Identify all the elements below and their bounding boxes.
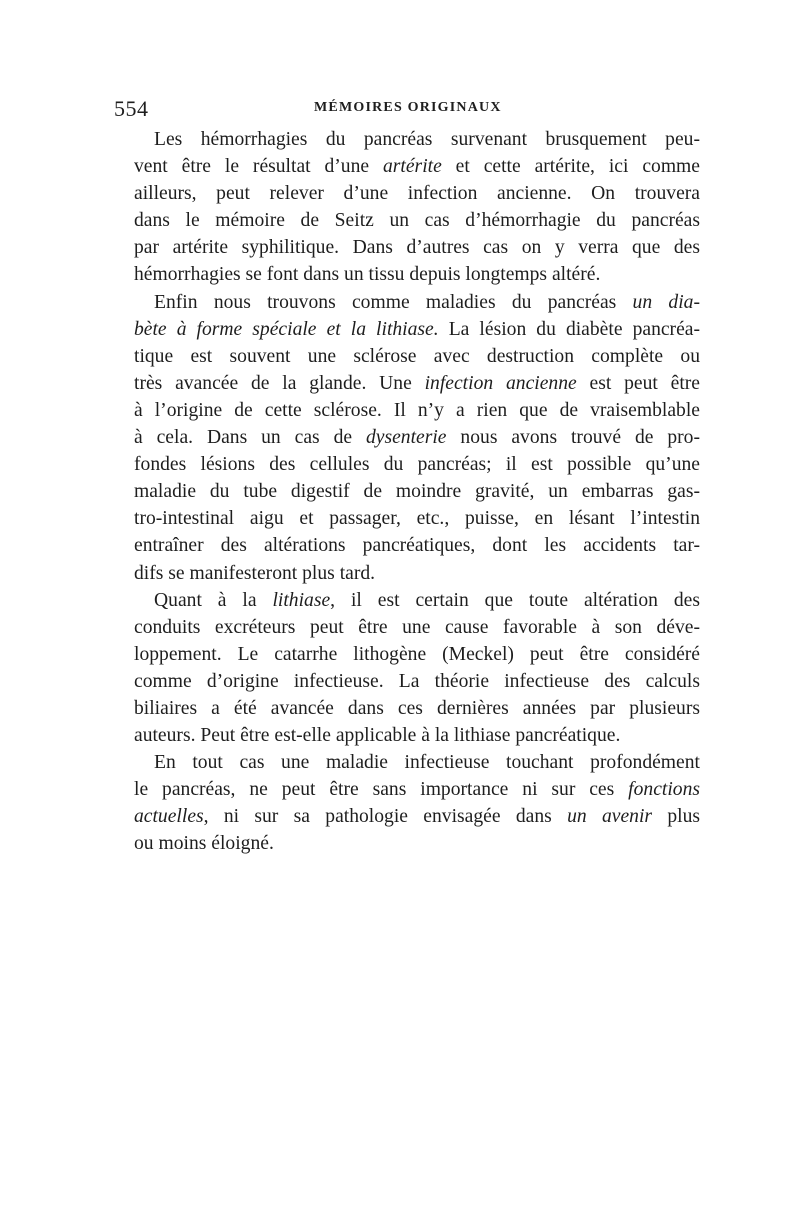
paragraph-diabete — [114, 289, 700, 587]
text-line: auteurs. Peut être est-elle applicable à la lithiase pancréatique. — [134, 725, 621, 747]
italic-term: artérite — [383, 156, 442, 178]
text-line: tique est souvent une sclérose avec destruction complète ou — [134, 345, 700, 367]
italic-term: bète à forme spéciale et la lithiase. — [134, 318, 439, 340]
text-line: loppement. Le catarrhe lithogène (Meckel) peut être considéré — [134, 643, 700, 665]
running-head — [114, 96, 700, 126]
text-line: par artérite syphilitique. Dans d’autres cas on y verra que des — [134, 237, 700, 259]
text-line: très avancée de la glande. Une infection ancienne est peut être — [134, 372, 700, 394]
italic-term: un dia- — [632, 291, 700, 313]
book-page — [114, 96, 700, 858]
text-line: entraîner des altérations pancréatiques, dont les accidents tar- — [134, 535, 700, 557]
text-line: maladie du tube digestif de moindre gravité, un embarras gas- — [134, 481, 700, 503]
text-line: bète à forme spéciale et la lithiase. La lésion du diabète pancréa- — [134, 318, 701, 340]
text-line: biliaires a été avancée dans ces dernières années par plusieurs — [134, 697, 700, 719]
running-title: MÉMOIRES ORIGINAUX — [314, 100, 502, 115]
text-line: ailleurs, peut relever d’une infection ancienne. On trouvera — [134, 183, 700, 205]
text-line: comme d’origine infectieuse. La théorie infectieuse des calculs — [134, 670, 700, 692]
text-line: fondes lésions des cellules du pancréas; il est possible qu’une — [134, 454, 700, 476]
italic-term: dysenterie — [365, 427, 447, 449]
text-line: dans le mémoire de Seitz un cas d’hémorrhagie du pancréas — [134, 210, 700, 232]
text-line: Quant à la lithiase, il est certain que toute altération des — [154, 589, 700, 611]
italic-term: un avenir — [567, 806, 653, 828]
text-line: Les hémorrhagies du pancréas survenant brusquement peu- — [154, 129, 700, 150]
paragraph-lithiase — [114, 587, 700, 750]
page-number: 554 — [114, 96, 149, 121]
text-line: hémorrhagies se font dans un tissu depuis longtemps altéré. — [134, 264, 601, 286]
text-line: actuelles, ni sur sa pathologie envisagée dans un avenir plus — [134, 806, 700, 828]
text-line: En tout cas une maladie infectieuse touchant profondément — [154, 752, 700, 774]
text-line: tro-intestinal aigu et passager, etc., puisse, en lésant l’intestin — [134, 508, 700, 530]
text-line: le pancréas, ne peut être sans importance ni sur ces fonctions — [134, 779, 700, 801]
italic-term: fonctions — [628, 779, 700, 801]
text-line: difs se manifesteront plus tard. — [134, 562, 376, 584]
italic-term: actuelles — [134, 806, 204, 828]
italic-term: infection ancienne — [424, 372, 577, 394]
text-line: Enfin nous trouvons comme maladies du pancréas un dia- — [154, 291, 700, 313]
text-line: ou moins éloigné. — [134, 833, 274, 855]
text-line: conduits excréteurs peut être une cause favorable à son déve- — [134, 616, 700, 638]
italic-term: lithiase — [272, 589, 331, 611]
text-line: à l’origine de cette sclérose. Il n’y a rien que de vraisemblable — [134, 399, 700, 421]
paragraph-conclusion — [114, 749, 700, 857]
text-line: vent être le résultat d’une artérite et cette artérite, ici comme — [134, 156, 700, 178]
text-line: à cela. Dans un cas de dysenterie nous avons trouvé de pro- — [134, 427, 700, 449]
paragraph-hemorrhagies — [114, 126, 700, 289]
